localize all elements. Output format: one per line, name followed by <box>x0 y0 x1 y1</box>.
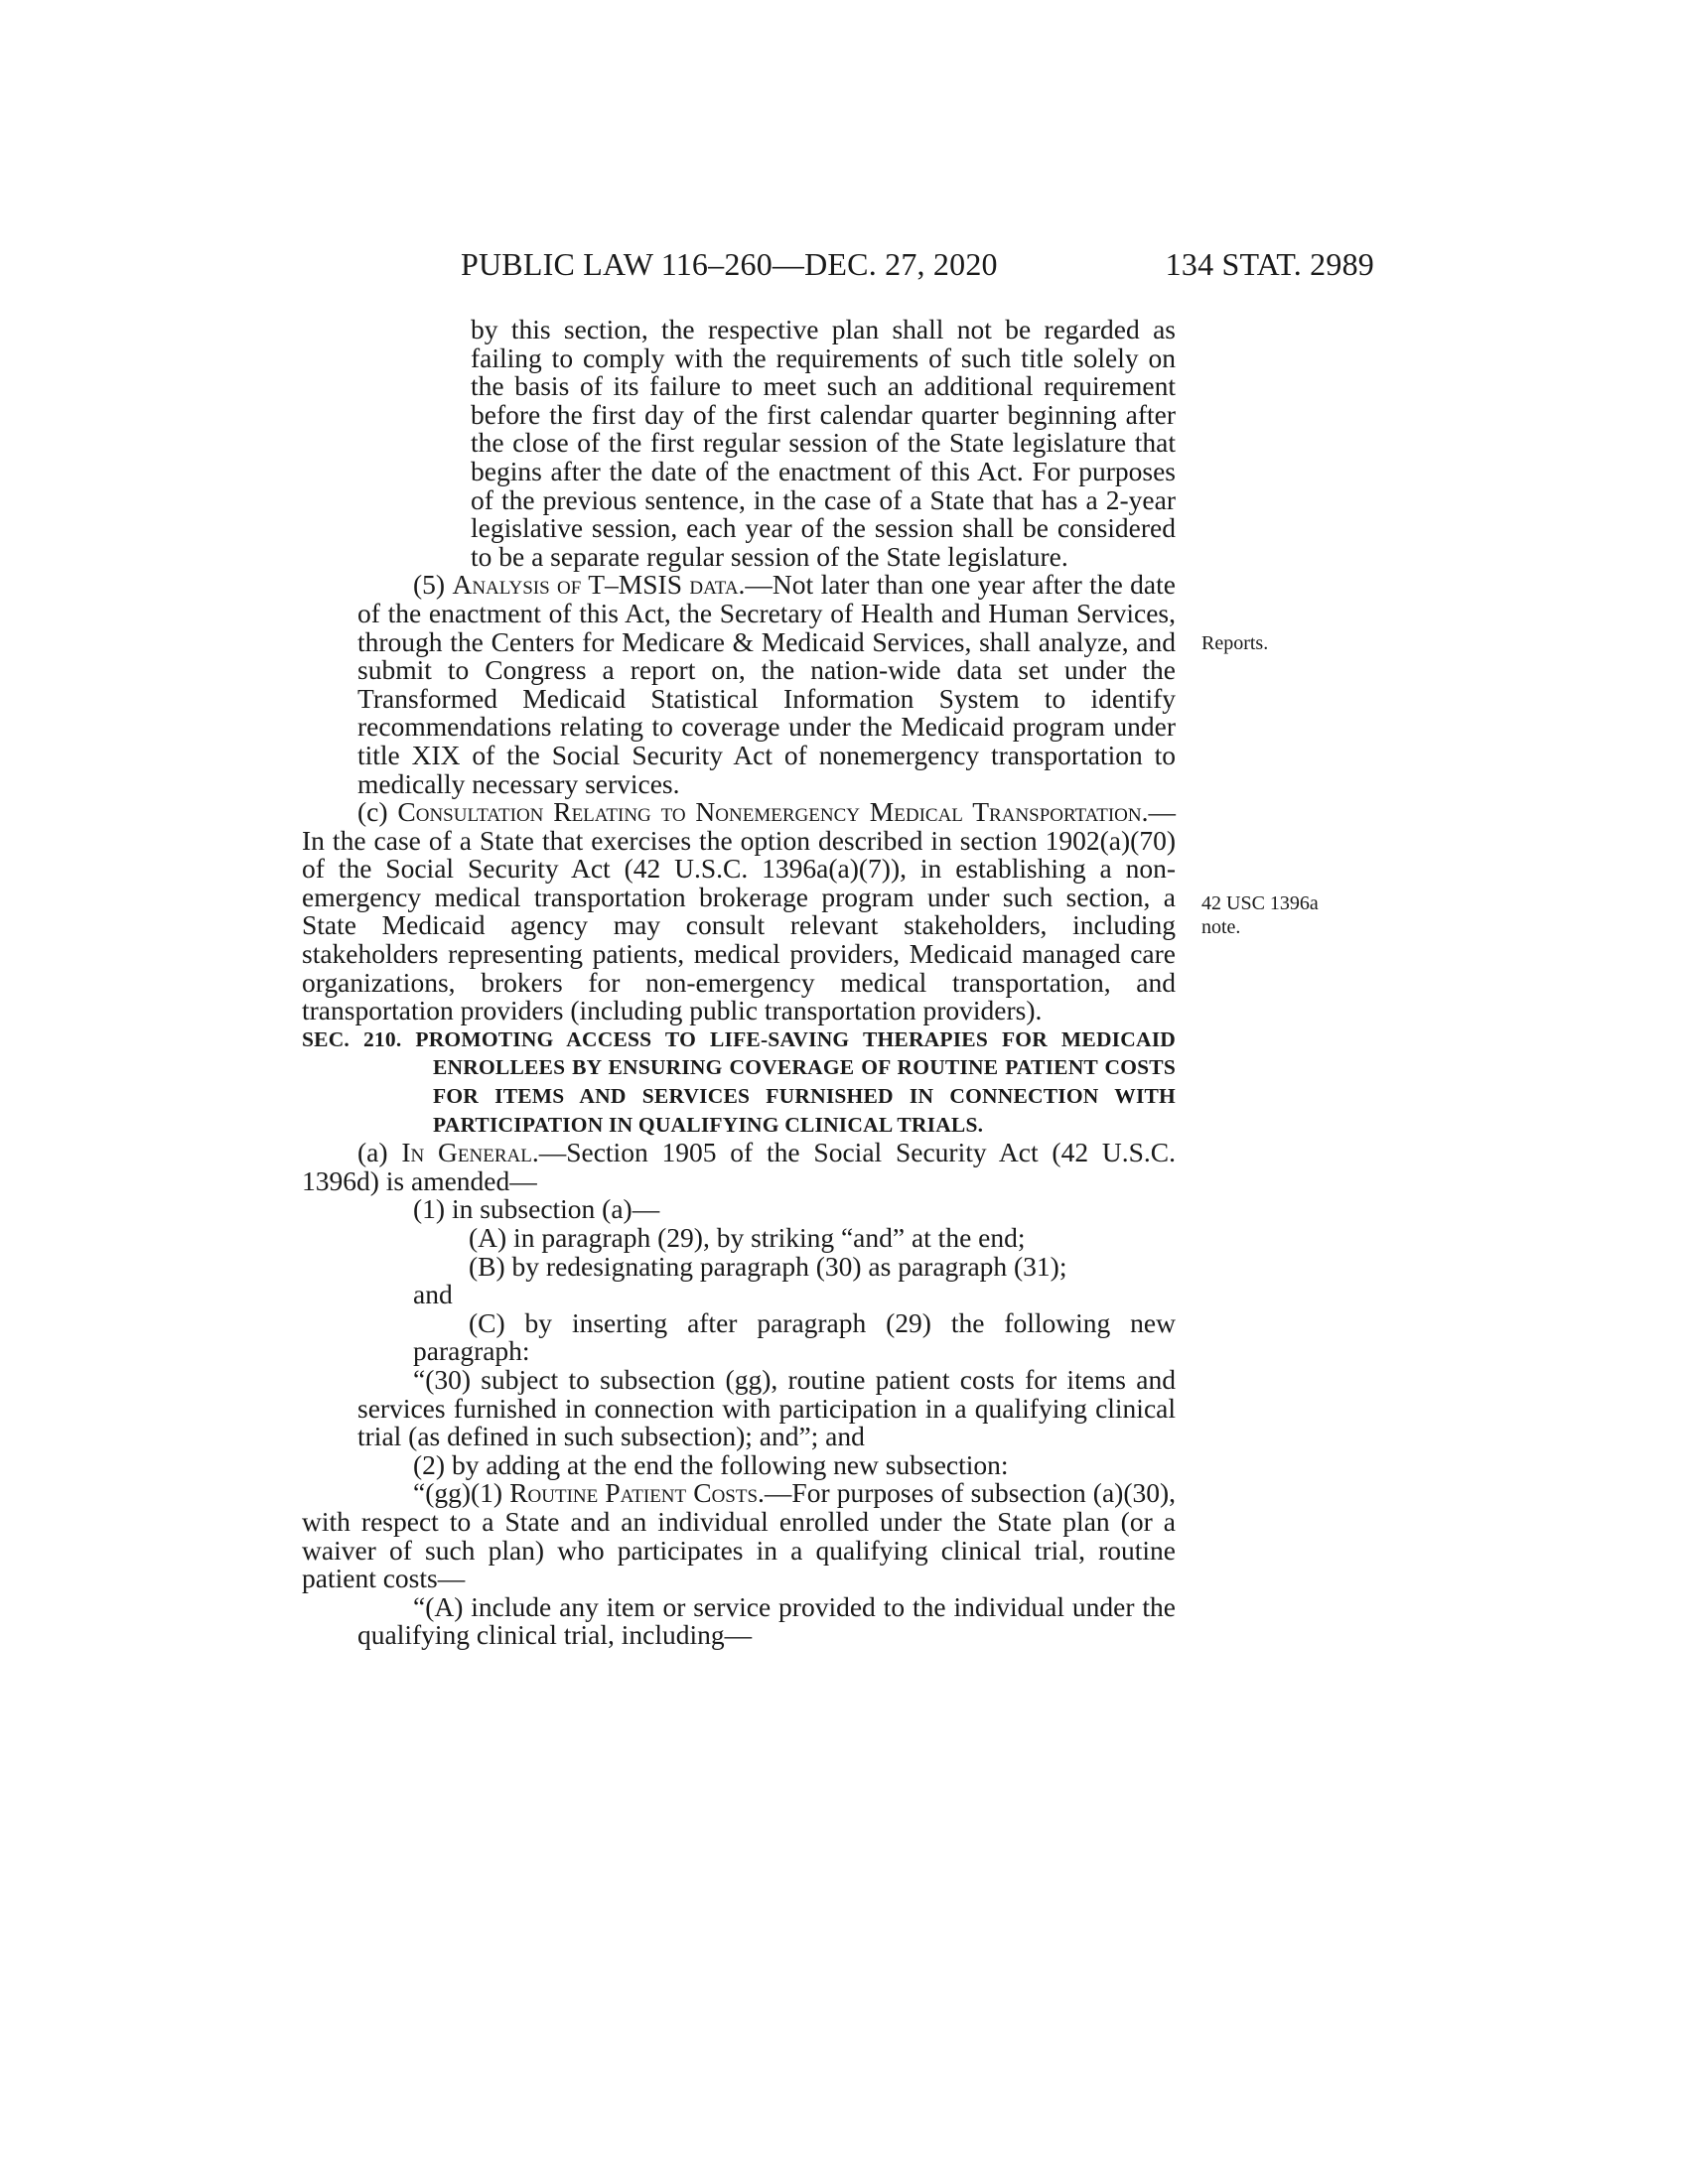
paragraph-caption: Analysis of T–MSIS data <box>452 569 739 601</box>
subsection-text: .—For purposes of subsection (a)(30), with respect to a State and an individual enrolled under the State plan (or a waiver of such plan) who participates in a qualifying clinical trial, routine patient costs— <box>302 1477 1177 1594</box>
subsection-caption: Routine Patient Costs <box>509 1477 759 1509</box>
subsection-caption: Consultation Relating to Nonemergency Medical Transportation <box>397 796 1142 828</box>
subsection-number: “(gg)(1) <box>413 1477 510 1509</box>
paragraph-number: (5) <box>413 569 453 601</box>
subparagraph-a: (A) in paragraph (29), by striking “and” at the end; <box>469 1222 1026 1253</box>
subsection-caption: In General <box>401 1137 532 1168</box>
margin-note-usc-line1: 42 USC 1396a <box>1201 892 1319 914</box>
quoted-subsection-gg <box>302 1479 1176 1592</box>
paragraph-2: (2) by adding at the end the following new subsection: <box>413 1448 1009 1480</box>
margin-note-usc-line2: note. <box>1201 916 1241 938</box>
subsection-number: (a) <box>357 1137 402 1168</box>
statute-page: 134 STAT. 2989 <box>1165 246 1374 282</box>
and-line: and <box>413 1279 453 1310</box>
subsection-a-general <box>302 1139 1176 1195</box>
section-heading: SEC. 210. PROMOTING ACCESS TO LIFE-SAVING THERAPIES FOR MEDICAID ENROLLEES BY ENSURING COVERAGE OF ROUTINE PATIENT COSTS FOR ITEMS AND SERVICES FURNISHED IN CONNECTION WITH PARTICIPATION IN QUALIFYING CLINICAL TRIALS. <box>302 1026 1176 1137</box>
law-citation: PUBLIC LAW 116–260—DEC. 27, 2020 <box>461 246 998 282</box>
subsection-c-consultation <box>302 798 1176 1025</box>
margin-note-usc <box>1201 891 1319 939</box>
subsection-text: .—Section 1905 of the Social Security Act (42 U.S.C. 1396d) is amended— <box>302 1137 1177 1196</box>
subparagraph-b: (B) by redesignating paragraph (30) as paragraph (31); <box>469 1250 1067 1282</box>
paragraph-5-analysis <box>302 571 1176 798</box>
margin-note-reports: Reports. <box>1201 632 1269 654</box>
paragraph-1: (1) in subsection (a)— <box>413 1193 660 1225</box>
quoted-paragraph-30: “(30) subject to subsection (gg), routine patient costs for items and services furnished in connection with participation in a qualifying clinical trial (as defined in such subsection); and”; and <box>357 1363 1176 1452</box>
subsection-text: .—In the case of a State that exercises the option described in section 1902(a)(70) of the Social Security Act (42 U.S.C. 1396a(a)(7)), in establishing a non-emergency medical transportation brokerage program under such section, a State Medicaid agency may consult relevant stakeholders, including stakeholders representing patients, medical providers, Medicaid managed care organizations, brokers for non-emergency medical transportation, and transportation providers (including public transportation providers). <box>302 796 1177 1026</box>
subparagraph-c: (C) by inserting after paragraph (29) the following new paragraph: <box>413 1306 1176 1367</box>
quoted-subparagraph-a: “(A) include any item or service provided to the individual under the qualifying clinical trial, including— <box>357 1590 1176 1651</box>
paragraph-text: .—Not later than one year after the date of the enactment of this Act, the Secretary of Health and Human Services, through the Centers for Medicare & Medicaid Services, shall analyze, and submit to Congress a report on, the nation-wide data set under the Transformed Medicaid Statistical Information System to identify recommendations relating to coverage under the Medicaid program under title XIX of the Social Security Act of nonemergency transportation to medically necessary services. <box>357 569 1176 799</box>
statute-body <box>302 316 1176 1650</box>
paragraph-continuation: by this section, the respective plan shall not be regarded as failing to comply with the requirements of such title solely on the basis of its failure to meet such an additional requirement before the first day of the first calendar quarter beginning after the close of the first regular session of the State legislature that begins after the date of the enactment of this Act. For purposes of the previous sentence, in the case of a State that has a 2-year legislative session, each year of the session shall be considered to be a separate regular session of the State legislature. <box>471 314 1176 572</box>
subsection-number: (c) <box>357 796 398 828</box>
